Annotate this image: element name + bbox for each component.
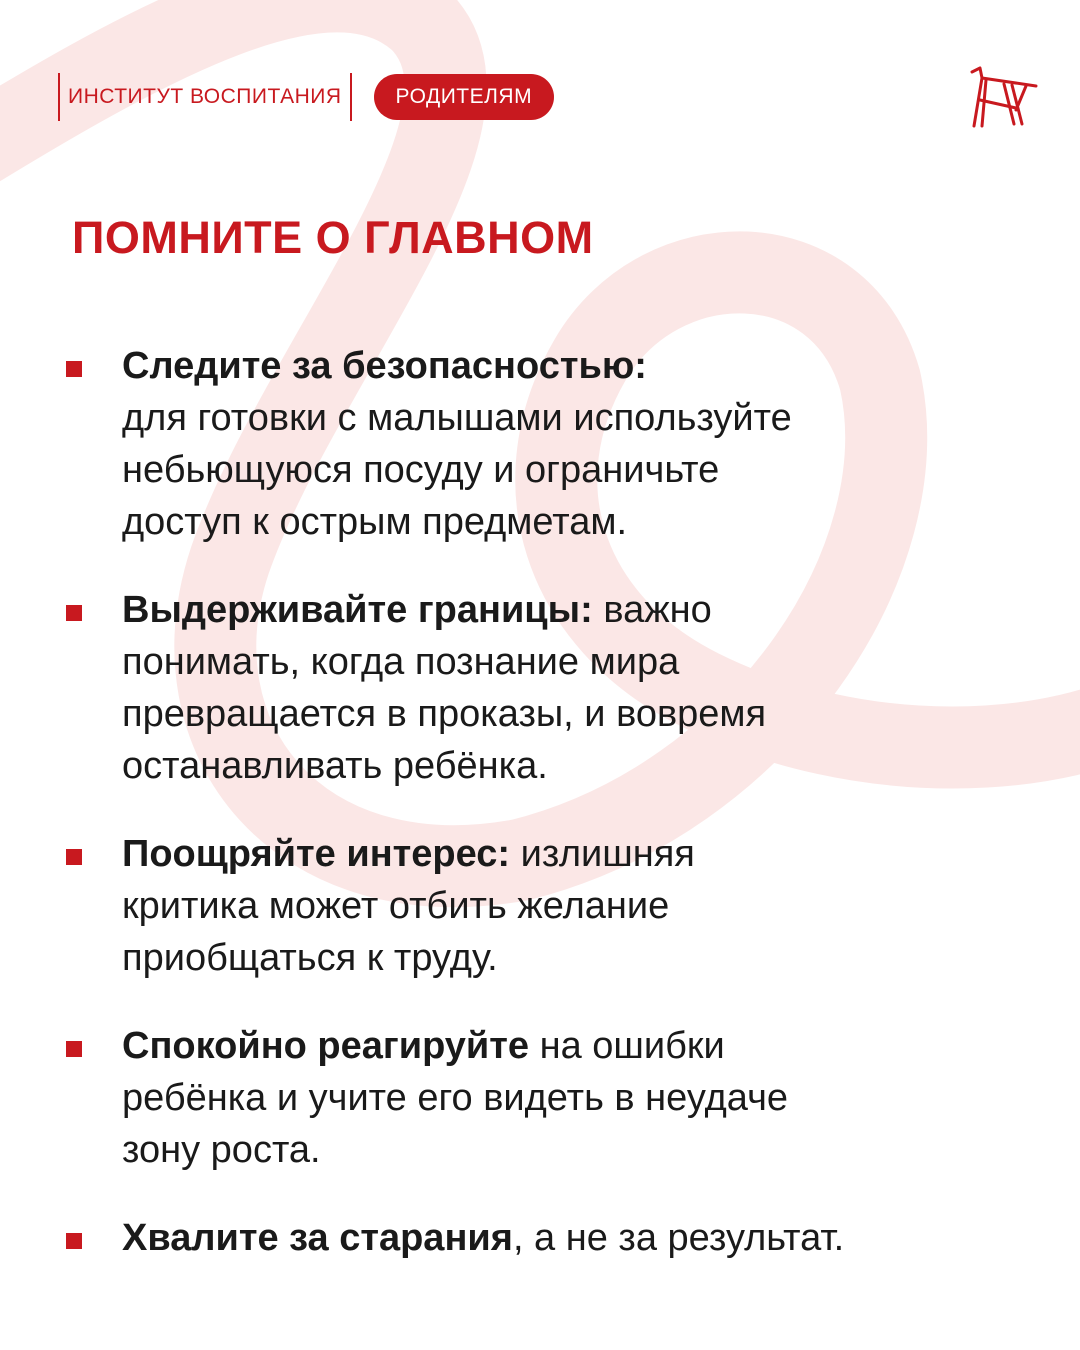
tip-item: [66, 584, 1026, 792]
tip-heading: Поощряйте интерес:: [122, 833, 511, 875]
tip-text: важно понимать, когда познание мира превращается в проказы, и вовремя останавливать ребёнка.: [122, 589, 767, 787]
square-bullet-icon: [66, 361, 82, 377]
tip-text: для готовки с малышами используйте небьющуюся посуду и ограничьте доступ к острым предметам.: [122, 397, 792, 543]
header: [58, 72, 554, 122]
horse-logo-icon: [966, 64, 1040, 130]
tip-heading: Хвалите за старания: [122, 1217, 513, 1259]
square-bullet-icon: [66, 605, 82, 621]
tips-list: [66, 340, 1026, 1264]
tip-item: [66, 1020, 1026, 1176]
organization-label: ИНСТИТУТ ВОСПИТАНИЯ: [58, 73, 352, 121]
tip-item: [66, 1212, 1026, 1264]
tip-item: [66, 828, 1026, 984]
square-bullet-icon: [66, 1233, 82, 1249]
tip-text: излишняя критика может отбить желание приобщаться к труду.: [122, 833, 695, 979]
tip-text: на ошибки ребёнка и учите его видеть в неудаче зону роста.: [122, 1025, 789, 1171]
tip-heading: Спокойно реагируйте: [122, 1025, 530, 1067]
page-title: ПОМНИТЕ О ГЛАВНОМ: [72, 212, 594, 263]
tip-heading: Следите за безопасностью:: [122, 345, 647, 387]
tip-heading: Выдерживайте границы:: [122, 589, 593, 631]
tip-item: [66, 340, 1026, 548]
square-bullet-icon: [66, 1041, 82, 1057]
category-badge[interactable]: РОДИТЕЛЯМ: [374, 74, 555, 120]
square-bullet-icon: [66, 849, 82, 865]
tip-text: , а не за результат.: [512, 1217, 845, 1259]
